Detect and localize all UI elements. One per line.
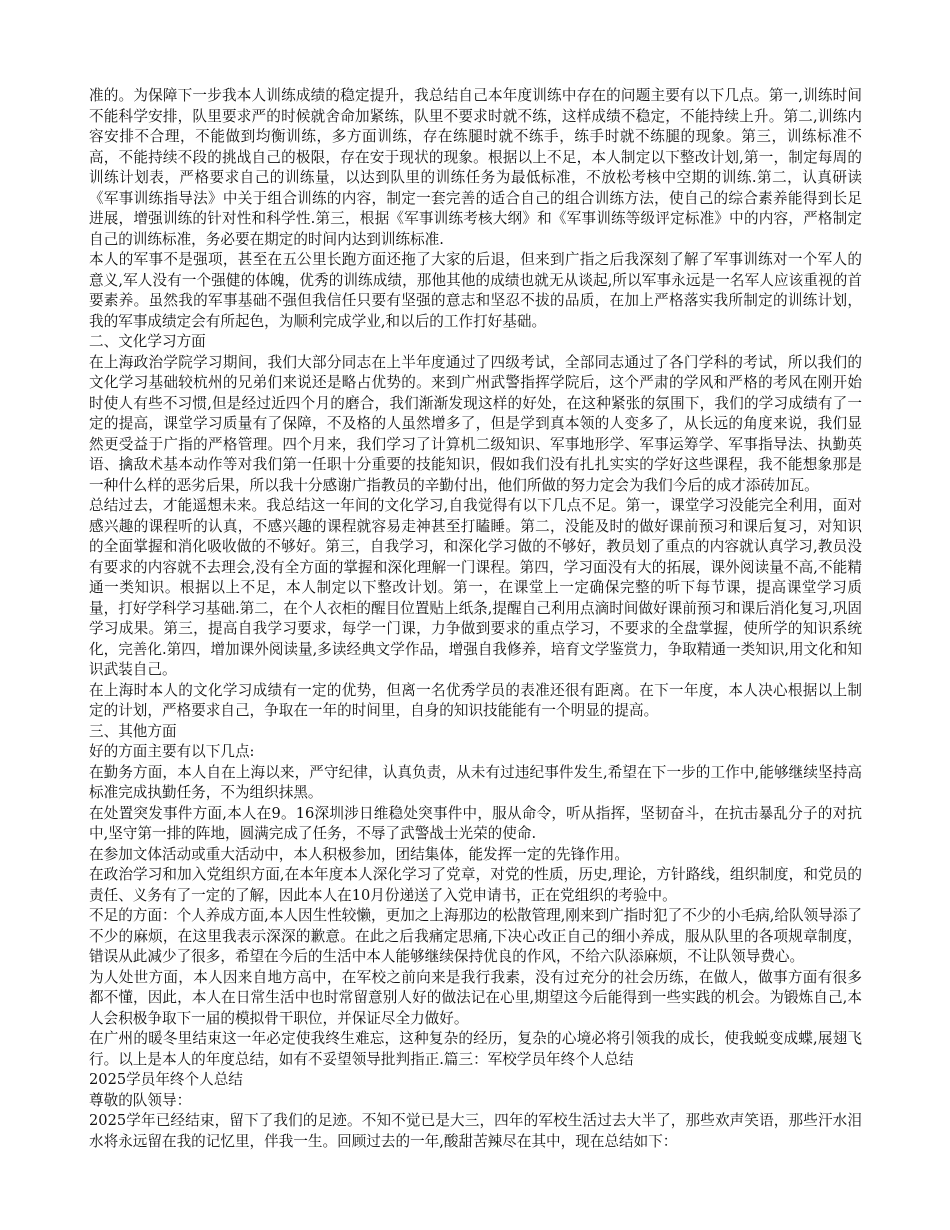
paragraph-military-reflection: 本人的军事不是强项，甚至在五公里长跑方面还拖了大家的后退，但来到广指之后我深刻了解了军事训练对一个军人的意义,军人没有一个强健的体魄，优秀的训练成绩，那他其他的成绩也就无从谈起,所以军事永远是一名军人应该重视的首要素养。虽然我的军事基础不强但我信任只要有坚强的意志和坚忍不拔的品质，在加上严格落实我所制定的训练计划，我的军事成绩定会有所起色，为顺利完成学业,和以后的工作打好基础。 xyxy=(89,251,862,330)
paragraph-training-issues: 准的。为保障下一步我本人训练成绩的稳定提升，我总结自己本年度训练中存在的问题主要有以下几点。第一,训练时间不能科学安排，队里要求严的时候就舍命加紧练，队里不要求时就不练，这样成绩不稳定，不能持续上升。第二,训练内容安排不合理，不能做到均衡训练，多方面训练，存在练腿时就不练手，练手时就不练腿的现象。第三，训练标准不高，不能持续不段的挑战自己的极限，存在安于现状的现象。根据以上不足，本人制定以下整改计划,第一，制定每周的训练计划表，严格要求自己的训练量，以达到队里的训练任务为最低标准，不放松考核中空期的训练.第二，认真研读《军事训练指导法》中关于组合训练的内容，制定一套完善的适合自己的组合训练方法，使自己的综合素养能得到长足进展，增强训练的针对性和科学性.第三，根据《军事训练考核大纲》和《军事训练等级评定标准》中的内容，严格制定自己的训练标准，务必要在期定的时间内达到训练标准. xyxy=(89,87,862,248)
paragraph-study-goal: 在上海时本人的文化学习成绩有一定的优势，但离一名优秀学员的表准还很有距离。在下一年度，本人决心根据以上制定的计划，严格要求自己，争取在一年的时间里，自身的知识技能能有一个明显的提高。 xyxy=(89,681,862,719)
paragraph-emergency: 在处置突发事件方面,本人在9。16深圳涉日维稳处突事件中，服从命令，听从指挥，坚韧奋斗，在抗击暴乱分子的对抗中,坚守第一排的阵地，圆满完成了任务，不辱了武警战士光荣的使命. xyxy=(89,804,862,842)
document-body xyxy=(89,86,862,1152)
paragraph-politics: 在政治学习和加入党组织方面,在本年度本人深化学习了党章，对党的性质，历史,理论，方针路线，组织制度，和党员的责任、义务有了一定的了解，因此本人在10月份递送了入党申请书，正在党组织的考验中。 xyxy=(89,866,862,904)
paragraph-activities: 在参加文体活动或重大活动中，本人积极参加，团结集体，能发挥一定的先锋作用。 xyxy=(89,845,629,863)
paragraph-closing: 在广州的暖冬里结束这一年必定使我终生难忘，这种复杂的经历，复杂的心境必将引领我的成长，使我蜕变成蝶,展翅飞行。以上是本人的年度总结，如有不妥望领导批判指正.篇三：军校学员年终个人总结 xyxy=(89,1030,862,1068)
paragraph-conduct: 为人处世方面，本人因来自地方高中，在军校之前向来是我行我素，没有过充分的社会历练，在做人，做事方面有很多都不懂，因此，本人在日常生活中也时常留意别人好的做法记在心里,期望这今后能得到一些实践的机会。为锻炼自己,本人会积极争取下一届的模拟骨干职位，并保证尽全力做好。 xyxy=(89,968,862,1027)
paragraph-good-aspects-intro: 好的方面主要有以下几点: xyxy=(89,743,255,760)
document-title: 2025学员年终个人总结 xyxy=(89,1071,243,1088)
paragraph-duty: 在勤务方面，本人自在上海以来，严守纪律，认真负责，从未有过违纪事件发生,希望在下一步的工作中,能够继续坚持高标准完成执勤任务，不为组织抹黑。 xyxy=(89,763,862,801)
paragraph-study-summary: 总结过去，才能遥想未来。我总结这一年间的文化学习,自我觉得有以下几点不足。第一，课堂学习没能完全利用，面对感兴趣的课程听的认真，不感兴趣的课程就容易走神甚至打瞌睡。第二，没能及时的做好课前预习和课后复习，对知识的全面掌握和消化吸收做的不够好。第三，自我学习，和深化学习做的不够好，教员划了重点的内容就认真学习,教员没有要求的内容就不去理会,没有全方面的掌握和深化理解一门课程。第四，学习面没有大的拓展，课外阅读量不高,不能精通一类知识。根据以上不足，本人制定以下整改计划。第一，在课堂上一定确保完整的听下每节课，提高课堂学习质量，打好学科学习基础.第二，在个人衣柜的醒目位置贴上纸条,提醒自己利用点滴时间做好课前预习和课后消化复习,巩固学习成果。第三，提高自我学习要求，每学一门课，力争做到要求的重点学习，不要求的全盘掌握，使所学的知识系统化，完善化.第四，增加课外阅读量,多读经典文学作品，增强自我修养，培育文学鉴赏力，争取精通一类知识,用文化和知识武装自己。 xyxy=(89,497,862,678)
section-heading-culture: 二、文化学习方面 xyxy=(89,333,206,350)
paragraph-shortcomings: 不足的方面：个人养成方面,本人因生性较懒，更加之上海那边的松散管理,刚来到广指时犯了不少的小毛病,给队领导添了不少的麻烦，在这里我表示深深的歉意。在此之后我痛定思痛,下决心改正自己的细小养成，服从队里的各项规章制度，错误从此减少了很多，希望在今后的生活中本人能够继续保持优良的作风，不给六队添麻烦，不让队领导费心。 xyxy=(89,907,862,965)
paragraph-study-period: 在上海政治学院学习期间，我们大部分同志在上半年度通过了四级考试，全部同志通过了各门学科的考试，所以我们的文化学习基础较杭州的兄弟们来说还是略占优势的。来到广州武警指挥学院后，这个严肃的学风和严格的考风在刚开始时使人有些不习惯,但是经过近四个月的磨合，我们渐渐发现这样的好处，在这种紧张的氛围下，我们的学习成绩有了一定的提高，课堂学习质量有了保障，不及格的人虽然增多了，但是学到真本领的人变多了，从长远的角度来说，我们显然更受益于广指的严格管理。四个月来，我们学习了计算机二级知识、军事地形学、军事运筹学、军事指导法、执勤英语、擒敌术基本动作等对我们第一任职十分重要的技能知识，假如我们没有扎扎实实的学好这些课程，我不能想象那是一种什么样的恶劣后果，所以我十分感谢广指教员的辛勤付出，他们所做的努力定会为我们今后的成才添砖加瓦。 xyxy=(89,353,862,494)
salutation: 尊敬的队领导： xyxy=(89,1091,192,1109)
section-heading-other: 三、其他方面 xyxy=(89,722,177,740)
paragraph-opening: 2025学年已经结束，留下了我们的足迹。不知不觉已是大三，四年的军校生活过去大半了，那些欢声笑语，那些汗水泪水将永远留在我的记忆里，伴我一生。回顾过去的一年,酸甜苦辣尽在其中，现在总结如下： xyxy=(89,1112,862,1150)
